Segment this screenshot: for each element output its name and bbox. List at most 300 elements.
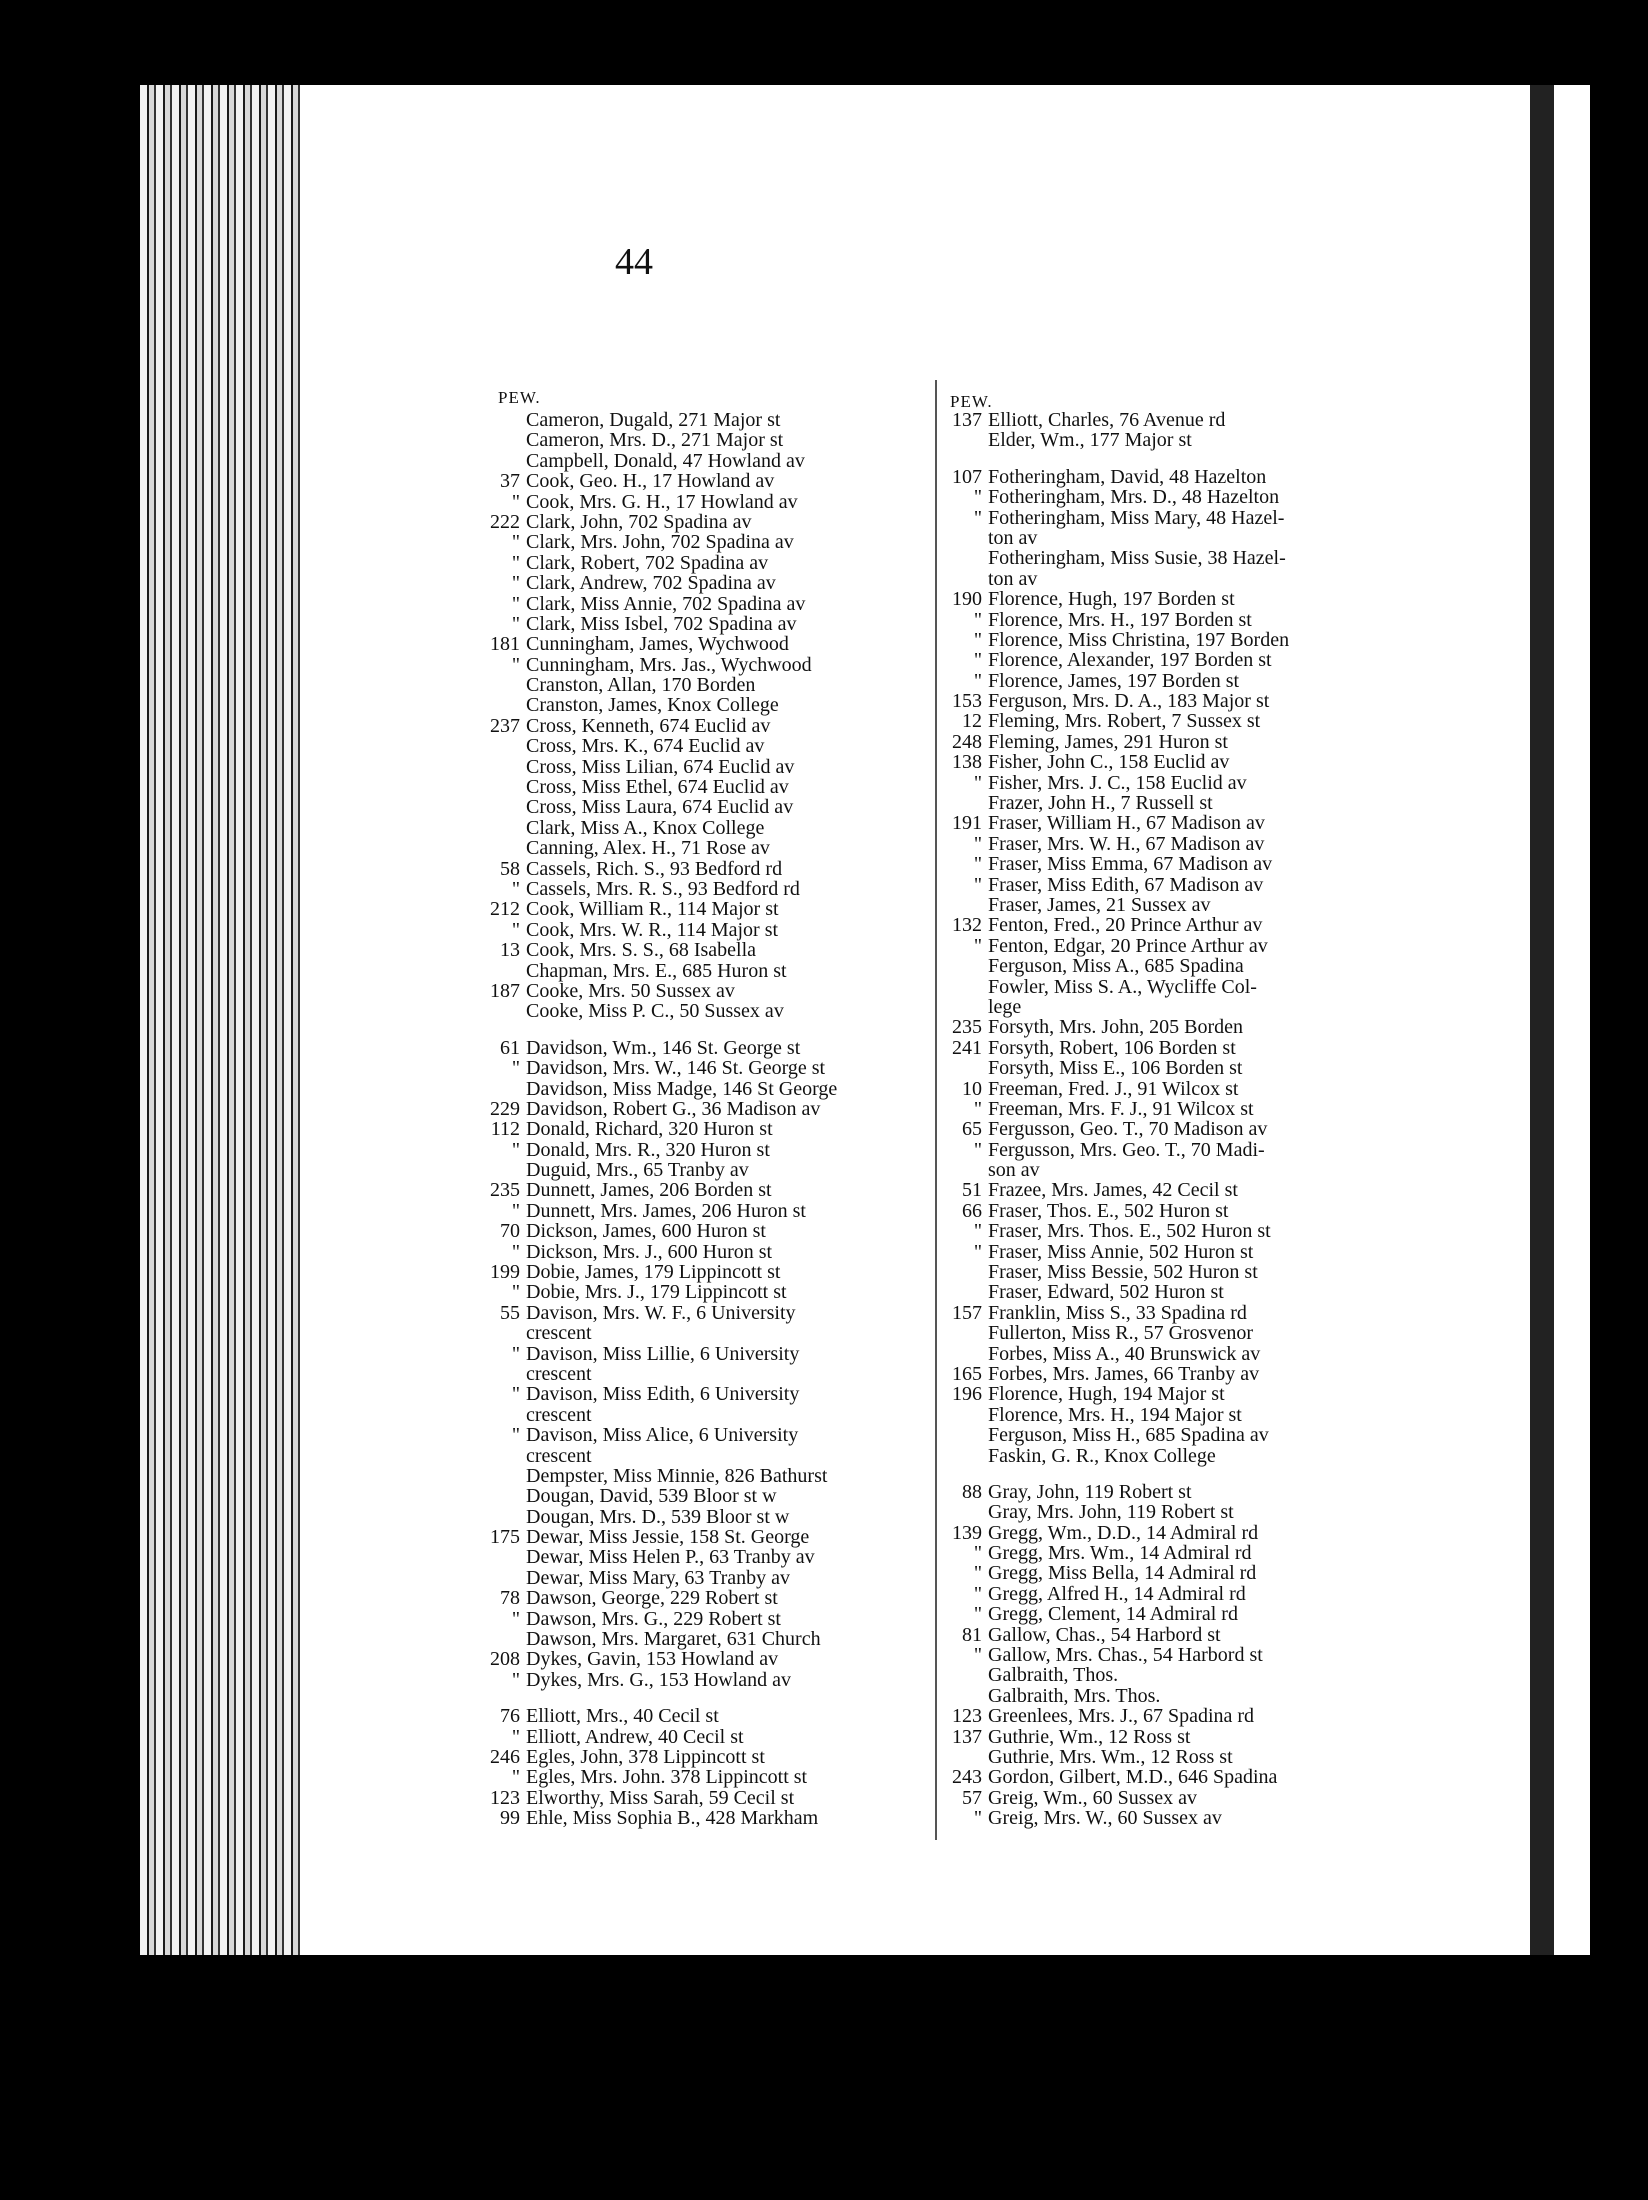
pew-number: 132 bbox=[952, 914, 982, 937]
pew-number: 37 bbox=[500, 470, 520, 493]
pew-number: " bbox=[511, 918, 520, 941]
right-column bbox=[942, 410, 1289, 1829]
entry-text: Clark, Mrs. John, 702 Spadina av bbox=[526, 531, 794, 554]
entry-text: Davison, Miss Edith, 6 University bbox=[526, 1383, 800, 1406]
directory-entry bbox=[480, 838, 837, 858]
entry-text: Duguid, Mrs., 65 Tranby av bbox=[526, 1159, 749, 1182]
pew-number: " bbox=[973, 873, 982, 896]
pew-number: 137 bbox=[952, 409, 982, 431]
directory-entry bbox=[480, 1446, 837, 1466]
directory-entry bbox=[480, 1649, 837, 1669]
entry-text: Cross, Miss Ethel, 674 Euclid av bbox=[526, 776, 789, 799]
directory-entry bbox=[480, 716, 837, 736]
directory-entry bbox=[480, 573, 837, 593]
entry-text: Cross, Mrs. K., 674 Euclid av bbox=[526, 735, 765, 758]
pew-number: 107 bbox=[952, 465, 982, 488]
entry-text: Fraser, Miss Emma, 67 Madison av bbox=[988, 853, 1273, 876]
directory-entry bbox=[480, 553, 837, 573]
entry-text: Guthrie, Wm., 12 Ross st bbox=[988, 1725, 1191, 1748]
pew-number: 55 bbox=[500, 1301, 520, 1324]
directory-entry bbox=[942, 1384, 1289, 1404]
directory-entry bbox=[480, 410, 837, 430]
directory-entry bbox=[942, 1706, 1289, 1726]
directory-entry bbox=[942, 915, 1289, 935]
entry-text: Fotheringham, David, 48 Hazelton bbox=[988, 465, 1267, 488]
entry-text: Florence, Hugh, 197 Borden st bbox=[988, 588, 1235, 611]
entry-text: Elder, Wm., 177 Major st bbox=[988, 429, 1192, 452]
entry-text: Clark, Miss A., Knox College bbox=[526, 816, 765, 839]
directory-entry bbox=[942, 1323, 1289, 1343]
directory-entry bbox=[942, 1482, 1289, 1502]
pew-number: 187 bbox=[490, 979, 520, 1002]
pew-number bbox=[942, 977, 988, 997]
pew-number bbox=[480, 777, 526, 797]
directory-entry bbox=[480, 1001, 837, 1021]
directory-entry bbox=[942, 1160, 1289, 1180]
pew-number: " bbox=[511, 531, 520, 554]
directory-entry bbox=[942, 773, 1289, 793]
pew-number: " bbox=[973, 1542, 982, 1565]
pew-number: 191 bbox=[952, 812, 982, 835]
directory-entry bbox=[942, 630, 1289, 650]
pew-number: 58 bbox=[500, 857, 520, 880]
entry-text: Campbell, Donald, 47 Howland av bbox=[526, 449, 805, 472]
pew-number: " bbox=[511, 1424, 520, 1447]
directory-entry bbox=[480, 1303, 837, 1323]
directory-entry bbox=[942, 977, 1289, 997]
directory-entry bbox=[480, 675, 837, 695]
entry-text: Fullerton, Miss R., 57 Grosvenor bbox=[988, 1322, 1253, 1345]
pew-number bbox=[480, 1323, 526, 1343]
directory-entry bbox=[480, 1242, 837, 1262]
entry-text: Dobie, Mrs. J., 179 Lippincott st bbox=[526, 1281, 787, 1304]
entry-text: Ferguson, Mrs. D. A., 183 Major st bbox=[988, 690, 1270, 713]
entry-text: Fraser, James, 21 Sussex av bbox=[988, 893, 1211, 916]
directory-entry bbox=[480, 634, 837, 654]
directory-entry bbox=[480, 1425, 837, 1445]
directory-entry bbox=[942, 956, 1289, 976]
entry-text: Forsyth, Mrs. John, 205 Borden bbox=[988, 1016, 1244, 1039]
entry-text: Forbes, Mrs. James, 66 Tranby av bbox=[988, 1362, 1260, 1385]
directory-entry bbox=[480, 492, 837, 512]
directory-entry bbox=[480, 981, 837, 1001]
entry-text: Davidson, Wm., 146 St. George st bbox=[526, 1036, 801, 1059]
pew-number: " bbox=[973, 1562, 982, 1585]
directory-entry bbox=[480, 1788, 837, 1808]
pew-number: 222 bbox=[490, 510, 520, 533]
pew-number bbox=[942, 1665, 988, 1685]
directory-entry bbox=[480, 757, 837, 777]
entry-text: Galbraith, Mrs. Thos. bbox=[988, 1684, 1161, 1707]
directory-entry bbox=[480, 1706, 837, 1726]
directory-entry bbox=[480, 1808, 837, 1828]
pew-number bbox=[480, 1466, 526, 1486]
pew-number bbox=[942, 793, 988, 813]
entry-text: ton av bbox=[988, 526, 1038, 549]
entry-text: Dewar, Miss Jessie, 158 St. George bbox=[526, 1526, 810, 1549]
entry-text: Elworthy, Miss Sarah, 59 Cecil st bbox=[526, 1786, 795, 1809]
pew-number: " bbox=[511, 1342, 520, 1365]
pew-number: " bbox=[973, 934, 982, 957]
entry-text: Dunnett, Mrs. James, 206 Huron st bbox=[526, 1199, 806, 1222]
entry-text: Dykes, Mrs. G., 153 Howland av bbox=[526, 1668, 791, 1691]
pew-number: 235 bbox=[952, 1016, 982, 1039]
pew-number: " bbox=[511, 1607, 520, 1630]
entry-text: Gregg, Miss Bella, 14 Admiral rd bbox=[988, 1562, 1257, 1585]
pew-number bbox=[480, 451, 526, 471]
pew-number bbox=[942, 1058, 988, 1078]
directory-entry bbox=[480, 1384, 837, 1404]
pew-number bbox=[942, 1344, 988, 1364]
pew-number: " bbox=[511, 653, 520, 676]
directory-entry bbox=[480, 961, 837, 981]
pew-number: " bbox=[511, 877, 520, 900]
entry-text: Cassels, Mrs. R. S., 93 Bedford rd bbox=[526, 877, 800, 900]
entry-text: Guthrie, Mrs. Wm., 12 Ross st bbox=[988, 1746, 1233, 1768]
pew-number: 81 bbox=[962, 1623, 982, 1646]
pew-number: " bbox=[511, 592, 520, 615]
entry-text: Cooke, Miss P. C., 50 Sussex av bbox=[526, 1000, 784, 1023]
pew-number bbox=[942, 548, 988, 568]
pew-number: " bbox=[973, 1582, 982, 1605]
pew-number: 190 bbox=[952, 588, 982, 611]
pew-number bbox=[942, 1323, 988, 1343]
entry-text: Gallow, Chas., 54 Harbord st bbox=[988, 1623, 1221, 1646]
entry-text: Dewar, Miss Mary, 63 Tranby av bbox=[526, 1566, 790, 1589]
entry-text: crescent bbox=[526, 1322, 592, 1345]
entry-text: Cranston, James, Knox College bbox=[526, 694, 779, 717]
directory-entry bbox=[480, 1140, 837, 1160]
entry-text: Greig, Mrs. W., 60 Sussex av bbox=[988, 1807, 1222, 1830]
pew-number: 99 bbox=[500, 1807, 520, 1830]
entry-text: crescent bbox=[526, 1362, 592, 1385]
pew-number: 153 bbox=[952, 690, 982, 713]
pew-number bbox=[942, 1262, 988, 1282]
section-gap bbox=[942, 451, 1289, 467]
pew-number: " bbox=[511, 551, 520, 574]
entry-text: Greenlees, Mrs. J., 67 Spadina rd bbox=[988, 1705, 1255, 1728]
entry-text: Florence, James, 197 Borden st bbox=[988, 669, 1240, 692]
pew-number bbox=[480, 1547, 526, 1567]
pew-number: 112 bbox=[490, 1118, 520, 1141]
directory-entry bbox=[942, 895, 1289, 915]
entry-text: Cameron, Mrs. D., 271 Major st bbox=[526, 429, 784, 452]
directory-entry bbox=[942, 1767, 1289, 1787]
entry-text: Dykes, Gavin, 153 Howland av bbox=[526, 1648, 779, 1671]
directory-entry bbox=[942, 508, 1289, 528]
entry-text: Freeman, Mrs. F. J., 91 Wilcox st bbox=[988, 1097, 1254, 1120]
directory-entry bbox=[942, 711, 1289, 731]
entry-text: Dougan, David, 539 Bloor st w bbox=[526, 1485, 777, 1508]
entry-text: Ferguson, Miss A., 685 Spadina bbox=[988, 955, 1244, 978]
entry-text: Fraser, Miss Edith, 67 Madison av bbox=[988, 873, 1264, 896]
pew-number bbox=[942, 430, 988, 450]
entry-text: Davidson, Miss Madge, 146 St George bbox=[526, 1077, 838, 1100]
pew-number: " bbox=[973, 628, 982, 651]
pew-number: 138 bbox=[952, 751, 982, 774]
directory-entry bbox=[942, 548, 1289, 568]
pew-number: 181 bbox=[490, 633, 520, 656]
pew-number: " bbox=[511, 1668, 520, 1691]
entry-text: Gray, John, 119 Robert st bbox=[988, 1480, 1192, 1503]
directory-entry bbox=[942, 1604, 1289, 1624]
pew-number: " bbox=[973, 771, 982, 794]
entry-text: Cunningham, James, Wychwood bbox=[526, 633, 789, 656]
pew-number: " bbox=[973, 1138, 982, 1161]
pew-number bbox=[480, 961, 526, 981]
directory-entry bbox=[480, 451, 837, 471]
pew-number bbox=[480, 410, 526, 430]
entry-text: Cook, Mrs. S. S., 68 Isabella bbox=[526, 939, 756, 962]
pew-number: " bbox=[973, 608, 982, 631]
entry-text: Egles, John, 378 Lippincott st bbox=[526, 1746, 765, 1768]
directory-entry bbox=[942, 1747, 1289, 1767]
directory-entry bbox=[942, 1645, 1289, 1665]
pew-number: " bbox=[973, 1603, 982, 1626]
directory-entry bbox=[942, 1425, 1289, 1445]
directory-entry bbox=[480, 1670, 837, 1690]
directory-entry bbox=[480, 1507, 837, 1527]
directory-entry bbox=[942, 875, 1289, 895]
entry-text: crescent bbox=[526, 1444, 592, 1467]
entry-text: Dickson, Mrs. J., 600 Huron st bbox=[526, 1240, 773, 1263]
directory-entry bbox=[480, 879, 837, 899]
pew-number: " bbox=[511, 572, 520, 595]
entry-text: Cassels, Rich. S., 93 Bedford rd bbox=[526, 857, 783, 880]
directory-entry bbox=[480, 1547, 837, 1567]
pew-number: " bbox=[973, 1220, 982, 1243]
pew-number: " bbox=[973, 1097, 982, 1120]
section-gap bbox=[480, 1022, 837, 1038]
entry-text: Gray, Mrs. John, 119 Robert st bbox=[988, 1501, 1234, 1524]
pew-number: 243 bbox=[952, 1766, 982, 1789]
directory-entry bbox=[942, 1079, 1289, 1099]
directory-entry bbox=[942, 1584, 1289, 1604]
directory-entry bbox=[480, 1629, 837, 1649]
entry-text: Fotheringham, Miss Mary, 48 Hazel- bbox=[988, 506, 1285, 529]
page-number: 44 bbox=[615, 241, 653, 283]
directory-entry bbox=[480, 1079, 837, 1099]
directory-entry bbox=[942, 1221, 1289, 1241]
pew-number: " bbox=[973, 853, 982, 876]
directory-entry bbox=[480, 1486, 837, 1506]
entry-text: Dewar, Miss Helen P., 63 Tranby av bbox=[526, 1546, 815, 1569]
entry-text: Galbraith, Thos. bbox=[988, 1664, 1119, 1687]
entry-text: Cross, Miss Lilian, 674 Euclid av bbox=[526, 755, 795, 778]
entry-text: Clark, Miss Isbel, 702 Spadina av bbox=[526, 612, 797, 635]
directory-entry bbox=[942, 1523, 1289, 1543]
directory-entry bbox=[942, 610, 1289, 630]
entry-text: Elliott, Andrew, 40 Cecil st bbox=[526, 1725, 744, 1748]
directory-entry bbox=[942, 1099, 1289, 1119]
pew-number: " bbox=[973, 1644, 982, 1667]
entry-text: Gregg, Mrs. Wm., 14 Admiral rd bbox=[988, 1542, 1252, 1565]
pew-number bbox=[942, 1282, 988, 1302]
directory-entry bbox=[942, 410, 1289, 430]
entry-text: Gregg, Clement, 14 Admiral rd bbox=[988, 1603, 1238, 1626]
pew-number: " bbox=[973, 1240, 982, 1263]
directory-entry bbox=[480, 532, 837, 552]
entry-text: Gallow, Mrs. Chas., 54 Harbord st bbox=[988, 1644, 1263, 1667]
entry-text: Dawson, Mrs. Margaret, 631 Church bbox=[526, 1628, 821, 1651]
pew-number: " bbox=[973, 1807, 982, 1830]
pew-number: 235 bbox=[490, 1179, 520, 1202]
pew-number: " bbox=[973, 649, 982, 672]
directory-entry bbox=[480, 512, 837, 532]
pew-number: 157 bbox=[952, 1301, 982, 1324]
pew-number: " bbox=[511, 1281, 520, 1304]
entry-text: Cross, Miss Laura, 674 Euclid av bbox=[526, 796, 794, 819]
directory-entry bbox=[480, 695, 837, 715]
directory-entry bbox=[942, 1808, 1289, 1828]
pew-number bbox=[480, 1160, 526, 1180]
directory-entry bbox=[480, 1201, 837, 1221]
pew-number: 70 bbox=[500, 1220, 520, 1243]
directory-entry bbox=[942, 430, 1289, 450]
directory-entry bbox=[480, 1323, 837, 1343]
entry-text: Fotheringham, Miss Susie, 38 Hazel- bbox=[988, 547, 1286, 570]
directory-entry bbox=[942, 752, 1289, 772]
entry-text: Frazer, John H., 7 Russell st bbox=[988, 792, 1213, 815]
pew-number bbox=[942, 1160, 988, 1180]
pew-number: " bbox=[511, 490, 520, 513]
entry-text: Dickson, James, 600 Huron st bbox=[526, 1220, 766, 1243]
pew-number: 241 bbox=[952, 1036, 982, 1059]
directory-entry bbox=[942, 1282, 1289, 1302]
left-pew-header: PEW. bbox=[498, 388, 541, 407]
entry-text: Fleming, James, 291 Huron st bbox=[988, 730, 1228, 753]
directory-entry bbox=[480, 1344, 837, 1364]
pew-number: 123 bbox=[490, 1786, 520, 1809]
pew-number: 246 bbox=[490, 1746, 520, 1768]
pew-number: 196 bbox=[952, 1383, 982, 1406]
pew-number: " bbox=[511, 1383, 520, 1406]
pew-number bbox=[480, 797, 526, 817]
directory-entry bbox=[480, 594, 837, 614]
pew-number: 165 bbox=[952, 1362, 982, 1385]
directory-entry bbox=[480, 1221, 837, 1241]
directory-entry bbox=[942, 1303, 1289, 1323]
directory-entry bbox=[480, 797, 837, 817]
pew-number bbox=[480, 1486, 526, 1506]
column-divider bbox=[935, 380, 937, 1840]
entry-text: Fergusson, Geo. T., 70 Madison av bbox=[988, 1118, 1268, 1141]
entry-text: Ferguson, Miss H., 685 Spadina av bbox=[988, 1424, 1269, 1447]
entry-text: Dempster, Miss Minnie, 826 Bathurst bbox=[526, 1464, 828, 1487]
entry-text: Florence, Mrs. H., 197 Borden st bbox=[988, 608, 1252, 631]
entry-text: ton av bbox=[988, 567, 1038, 590]
entry-text: Cranston, Allan, 170 Borden bbox=[526, 674, 756, 697]
pew-number bbox=[480, 1079, 526, 1099]
pew-number: 175 bbox=[490, 1526, 520, 1549]
pew-number bbox=[480, 1364, 526, 1384]
directory-entry bbox=[942, 936, 1289, 956]
directory-entry bbox=[942, 1262, 1289, 1282]
entry-text: Cameron, Dugald, 271 Major st bbox=[526, 409, 781, 431]
entry-text: Fenton, Fred., 20 Prince Arthur av bbox=[988, 914, 1263, 937]
entry-text: Fleming, Mrs. Robert, 7 Sussex st bbox=[988, 710, 1261, 733]
pew-number bbox=[942, 569, 988, 589]
directory-entry bbox=[942, 691, 1289, 711]
entry-text: Franklin, Miss S., 33 Spadina rd bbox=[988, 1301, 1247, 1324]
entry-text: Florence, Alexander, 197 Borden st bbox=[988, 649, 1272, 672]
directory-entry bbox=[942, 1364, 1289, 1384]
pew-number bbox=[480, 757, 526, 777]
pew-number: 137 bbox=[952, 1725, 982, 1748]
directory-entry bbox=[942, 854, 1289, 874]
entry-text: Fraser, Edward, 502 Huron st bbox=[988, 1281, 1224, 1304]
entry-text: Fraser, Miss Bessie, 502 Huron st bbox=[988, 1261, 1258, 1284]
entry-text: Fraser, Miss Annie, 502 Huron st bbox=[988, 1240, 1254, 1263]
directory-entry bbox=[480, 1119, 837, 1139]
entry-text: Faskin, G. R., Knox College bbox=[988, 1444, 1216, 1467]
entry-text: Dawson, George, 229 Robert st bbox=[526, 1587, 778, 1610]
pew-number bbox=[942, 1502, 988, 1522]
directory-entry bbox=[942, 1038, 1289, 1058]
left-column bbox=[480, 410, 837, 1829]
entry-text: Fraser, Thos. E., 502 Huron st bbox=[988, 1199, 1229, 1222]
pew-number bbox=[942, 1405, 988, 1425]
pew-number bbox=[942, 956, 988, 976]
pew-number bbox=[480, 1507, 526, 1527]
entry-text: Donald, Richard, 320 Huron st bbox=[526, 1118, 773, 1141]
directory-entry bbox=[480, 777, 837, 797]
directory-entry bbox=[480, 1262, 837, 1282]
directory-entry bbox=[942, 467, 1289, 487]
entry-text: Fraser, Mrs. Thos. E., 502 Huron st bbox=[988, 1220, 1271, 1243]
pew-number bbox=[480, 675, 526, 695]
entry-text: Forsyth, Miss E., 106 Borden st bbox=[988, 1057, 1243, 1080]
entry-text: Fraser, Mrs. W. H., 67 Madison av bbox=[988, 832, 1265, 855]
entry-text: Florence, Hugh, 194 Major st bbox=[988, 1383, 1225, 1406]
directory-entry bbox=[942, 1727, 1289, 1747]
pew-number bbox=[480, 1405, 526, 1425]
directory-entry bbox=[942, 1563, 1289, 1583]
pew-number bbox=[480, 736, 526, 756]
facing-page-edge bbox=[1530, 85, 1590, 1955]
entry-text: Greig, Wm., 60 Sussex av bbox=[988, 1786, 1198, 1809]
directory-entry bbox=[480, 655, 837, 675]
directory-entry bbox=[942, 1119, 1289, 1139]
pew-number: 248 bbox=[952, 730, 982, 753]
pew-number bbox=[480, 1001, 526, 1021]
pew-number: 212 bbox=[490, 898, 520, 921]
directory-entry bbox=[942, 1686, 1289, 1706]
pew-number: 57 bbox=[962, 1786, 982, 1809]
entry-text: Fisher, Mrs. J. C., 158 Euclid av bbox=[988, 771, 1247, 794]
pew-number: 208 bbox=[490, 1648, 520, 1671]
directory-entry bbox=[942, 1140, 1289, 1160]
pew-number: 78 bbox=[500, 1587, 520, 1610]
entry-text: Davison, Miss Lillie, 6 University bbox=[526, 1342, 800, 1365]
pew-number: 237 bbox=[490, 714, 520, 737]
directory-entry bbox=[480, 818, 837, 838]
directory-entry bbox=[942, 1543, 1289, 1563]
pew-number: 76 bbox=[500, 1705, 520, 1728]
directory-entry bbox=[942, 1017, 1289, 1037]
entry-text: Forsyth, Robert, 106 Borden st bbox=[988, 1036, 1236, 1059]
pew-number: " bbox=[511, 1766, 520, 1789]
pew-number bbox=[942, 1446, 988, 1466]
pew-number bbox=[480, 838, 526, 858]
section-gap bbox=[942, 1466, 1289, 1482]
directory-entry bbox=[942, 487, 1289, 507]
directory-entry bbox=[480, 1038, 837, 1058]
entry-text: Clark, Andrew, 702 Spadina av bbox=[526, 572, 776, 595]
entry-text: Fowler, Miss S. A., Wycliffe Col- bbox=[988, 975, 1257, 998]
directory-entry bbox=[480, 899, 837, 919]
directory-entry bbox=[480, 859, 837, 879]
